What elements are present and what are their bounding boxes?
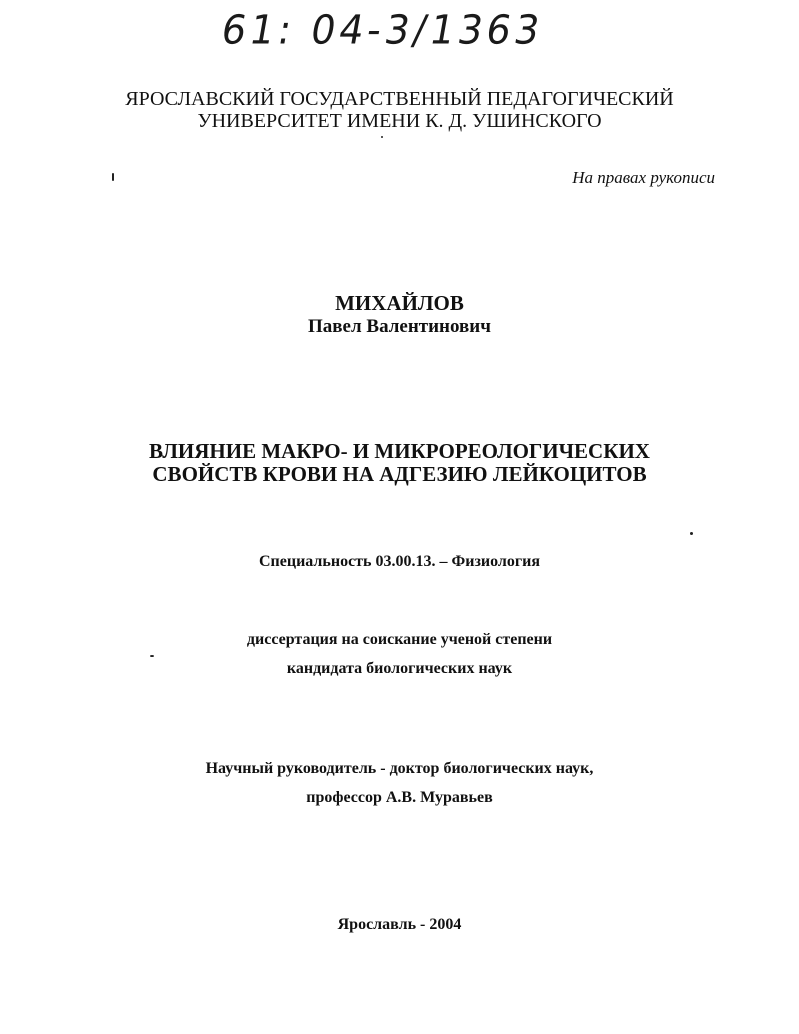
manuscript-rights-note: На правах рукописи: [572, 168, 715, 187]
scan-speck: [381, 136, 383, 138]
degree-line-1: диссертация на соискание ученой степени: [246, 631, 553, 648]
place-and-year: Ярославль - 2004: [337, 916, 462, 933]
institution-line-2: УНИВЕРСИТЕТ ИМЕНИ К. Д. УШИНСКОГО: [197, 110, 602, 132]
author-surname: МИХАЙЛОВ: [335, 291, 464, 315]
handwritten-archive-number: 61: 04-3/1363: [217, 6, 548, 54]
supervisor-line-1: Научный руководитель - доктор биологических наук,: [205, 760, 594, 777]
scan-speck: [112, 173, 114, 181]
title-line-2: СВОЙСТВ КРОВИ НА АДГЕЗИЮ ЛЕЙКОЦИТОВ: [152, 462, 647, 486]
scan-speck: [690, 532, 693, 535]
supervisor-line-2: профессор А.В. Муравьев: [306, 789, 493, 806]
title-line-1: ВЛИЯНИЕ МАКРО- И МИКРОРЕОЛОГИЧЕСКИХ: [149, 439, 650, 463]
degree-line-2: кандидата биологических наук: [286, 660, 513, 677]
institution-name: [0, 88, 799, 132]
dissertation-title: [0, 440, 799, 486]
institution-line-1: ЯРОСЛАВСКИЙ ГОСУДАРСТВЕННЫЙ ПЕДАГОГИЧЕСКИЙ: [125, 88, 674, 110]
specialty: Специальность 03.00.13. – Физиология: [258, 553, 541, 570]
scan-speck: [150, 655, 154, 657]
author-given-names: Павел Валентинович: [308, 316, 491, 337]
